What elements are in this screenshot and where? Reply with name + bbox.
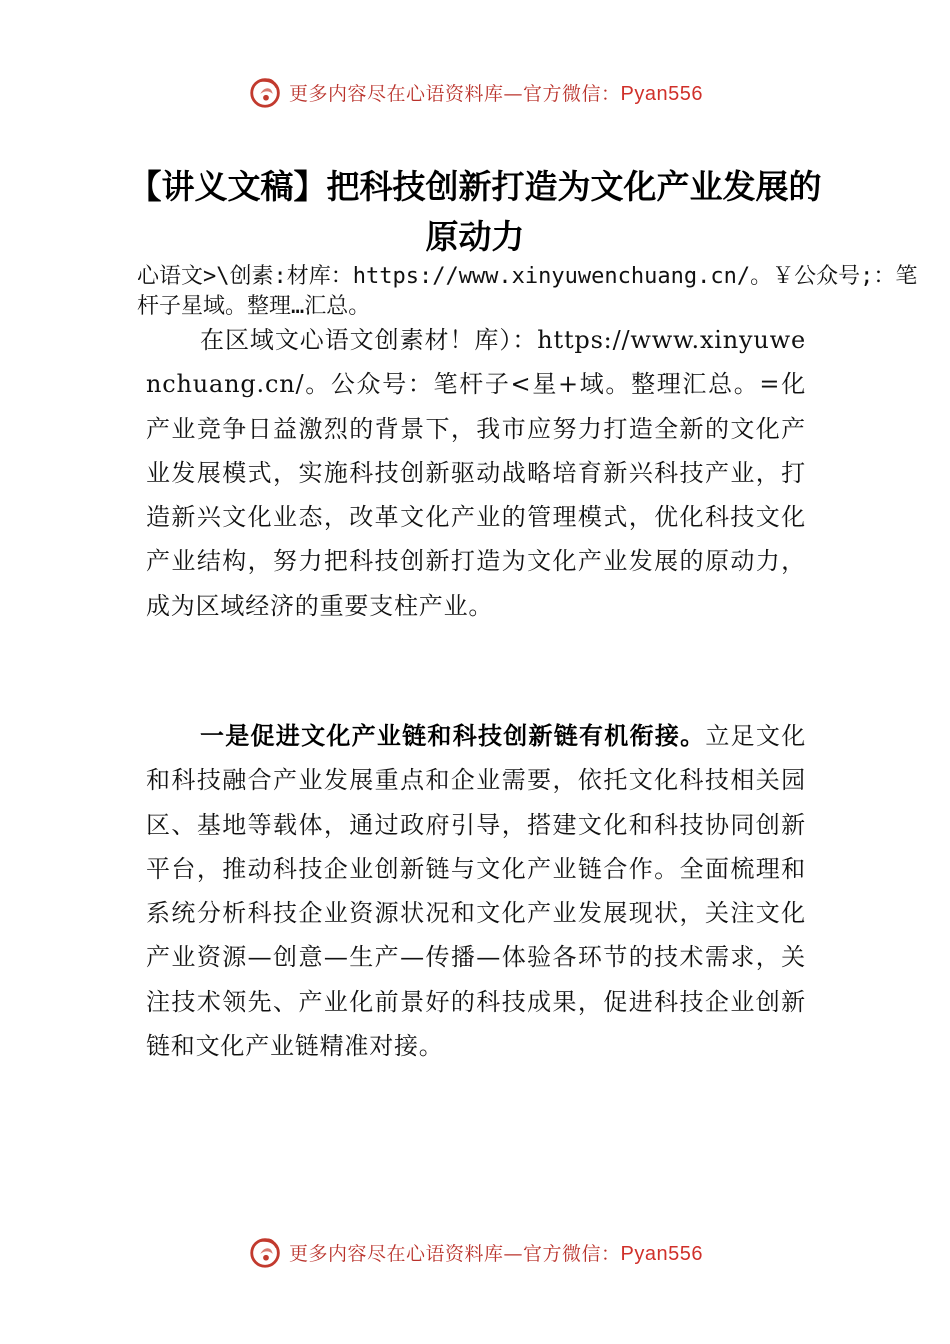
brand-logo-icon — [247, 1233, 285, 1271]
document-title: 【讲义文稿】把科技创新打造为文化产业发展的原动力 — [128, 167, 822, 256]
wechat-id: Pyan556 — [620, 82, 703, 105]
paragraph-2-body: 立足文化和科技融合产业发展重点和企业需要，依托文化科技相关园区、基地等载体，通过政府引导，搭建文化和科技协同创新平台，推动科技企业创新链与文化产业链合作。全面梳理和系统分析科技企业资源状况和文化产业发展现状，关注文化产业资源—创意—生产—传播—体验各环节的技术需求，关注技术领先、产业化前景好的科技成果，促进科技企业创新链和文化产业链精准对接。 — [146, 722, 806, 1061]
wechat-id: Pyan556 — [620, 1242, 703, 1265]
banner-text — [289, 79, 703, 106]
brand-logo-icon — [247, 73, 285, 111]
paragraph-2-lead: 一是促进文化产业链和科技创新链有机衔接。 — [200, 722, 706, 750]
banner-slogan: 更多内容尽在心语资料库—官方微信： — [289, 82, 621, 105]
banner-text — [289, 1239, 703, 1266]
paragraph-2 — [146, 714, 806, 1068]
paragraph-1: 在区域文心语文创素材！库）：https://www.xinyuwenchuang.cn/。公众号：笔杆子<星+域。整理汇总。=化产业竞争日益激烈的背景下，我市应努力打造全新的文化产业发展模式，实施科技创新驱动战略培育新兴科技产业，打造新兴文化业态，改革文化产业的管理模式，优化科技文化产业结构，努力把科技创新打造为文化产业发展的原动力，成为区域经济的重要支柱产业。 — [146, 326, 806, 620]
banner-slogan: 更多内容尽在心语资料库—官方微信： — [289, 1242, 621, 1265]
source-line: 心语文>\创素:材库：https://www.xinyuwenchuang.cn/。￥公众号;：笔杆子星域。整理…汇总。 — [137, 264, 918, 319]
header-banner — [0, 70, 950, 114]
footer-banner — [0, 1230, 950, 1274]
